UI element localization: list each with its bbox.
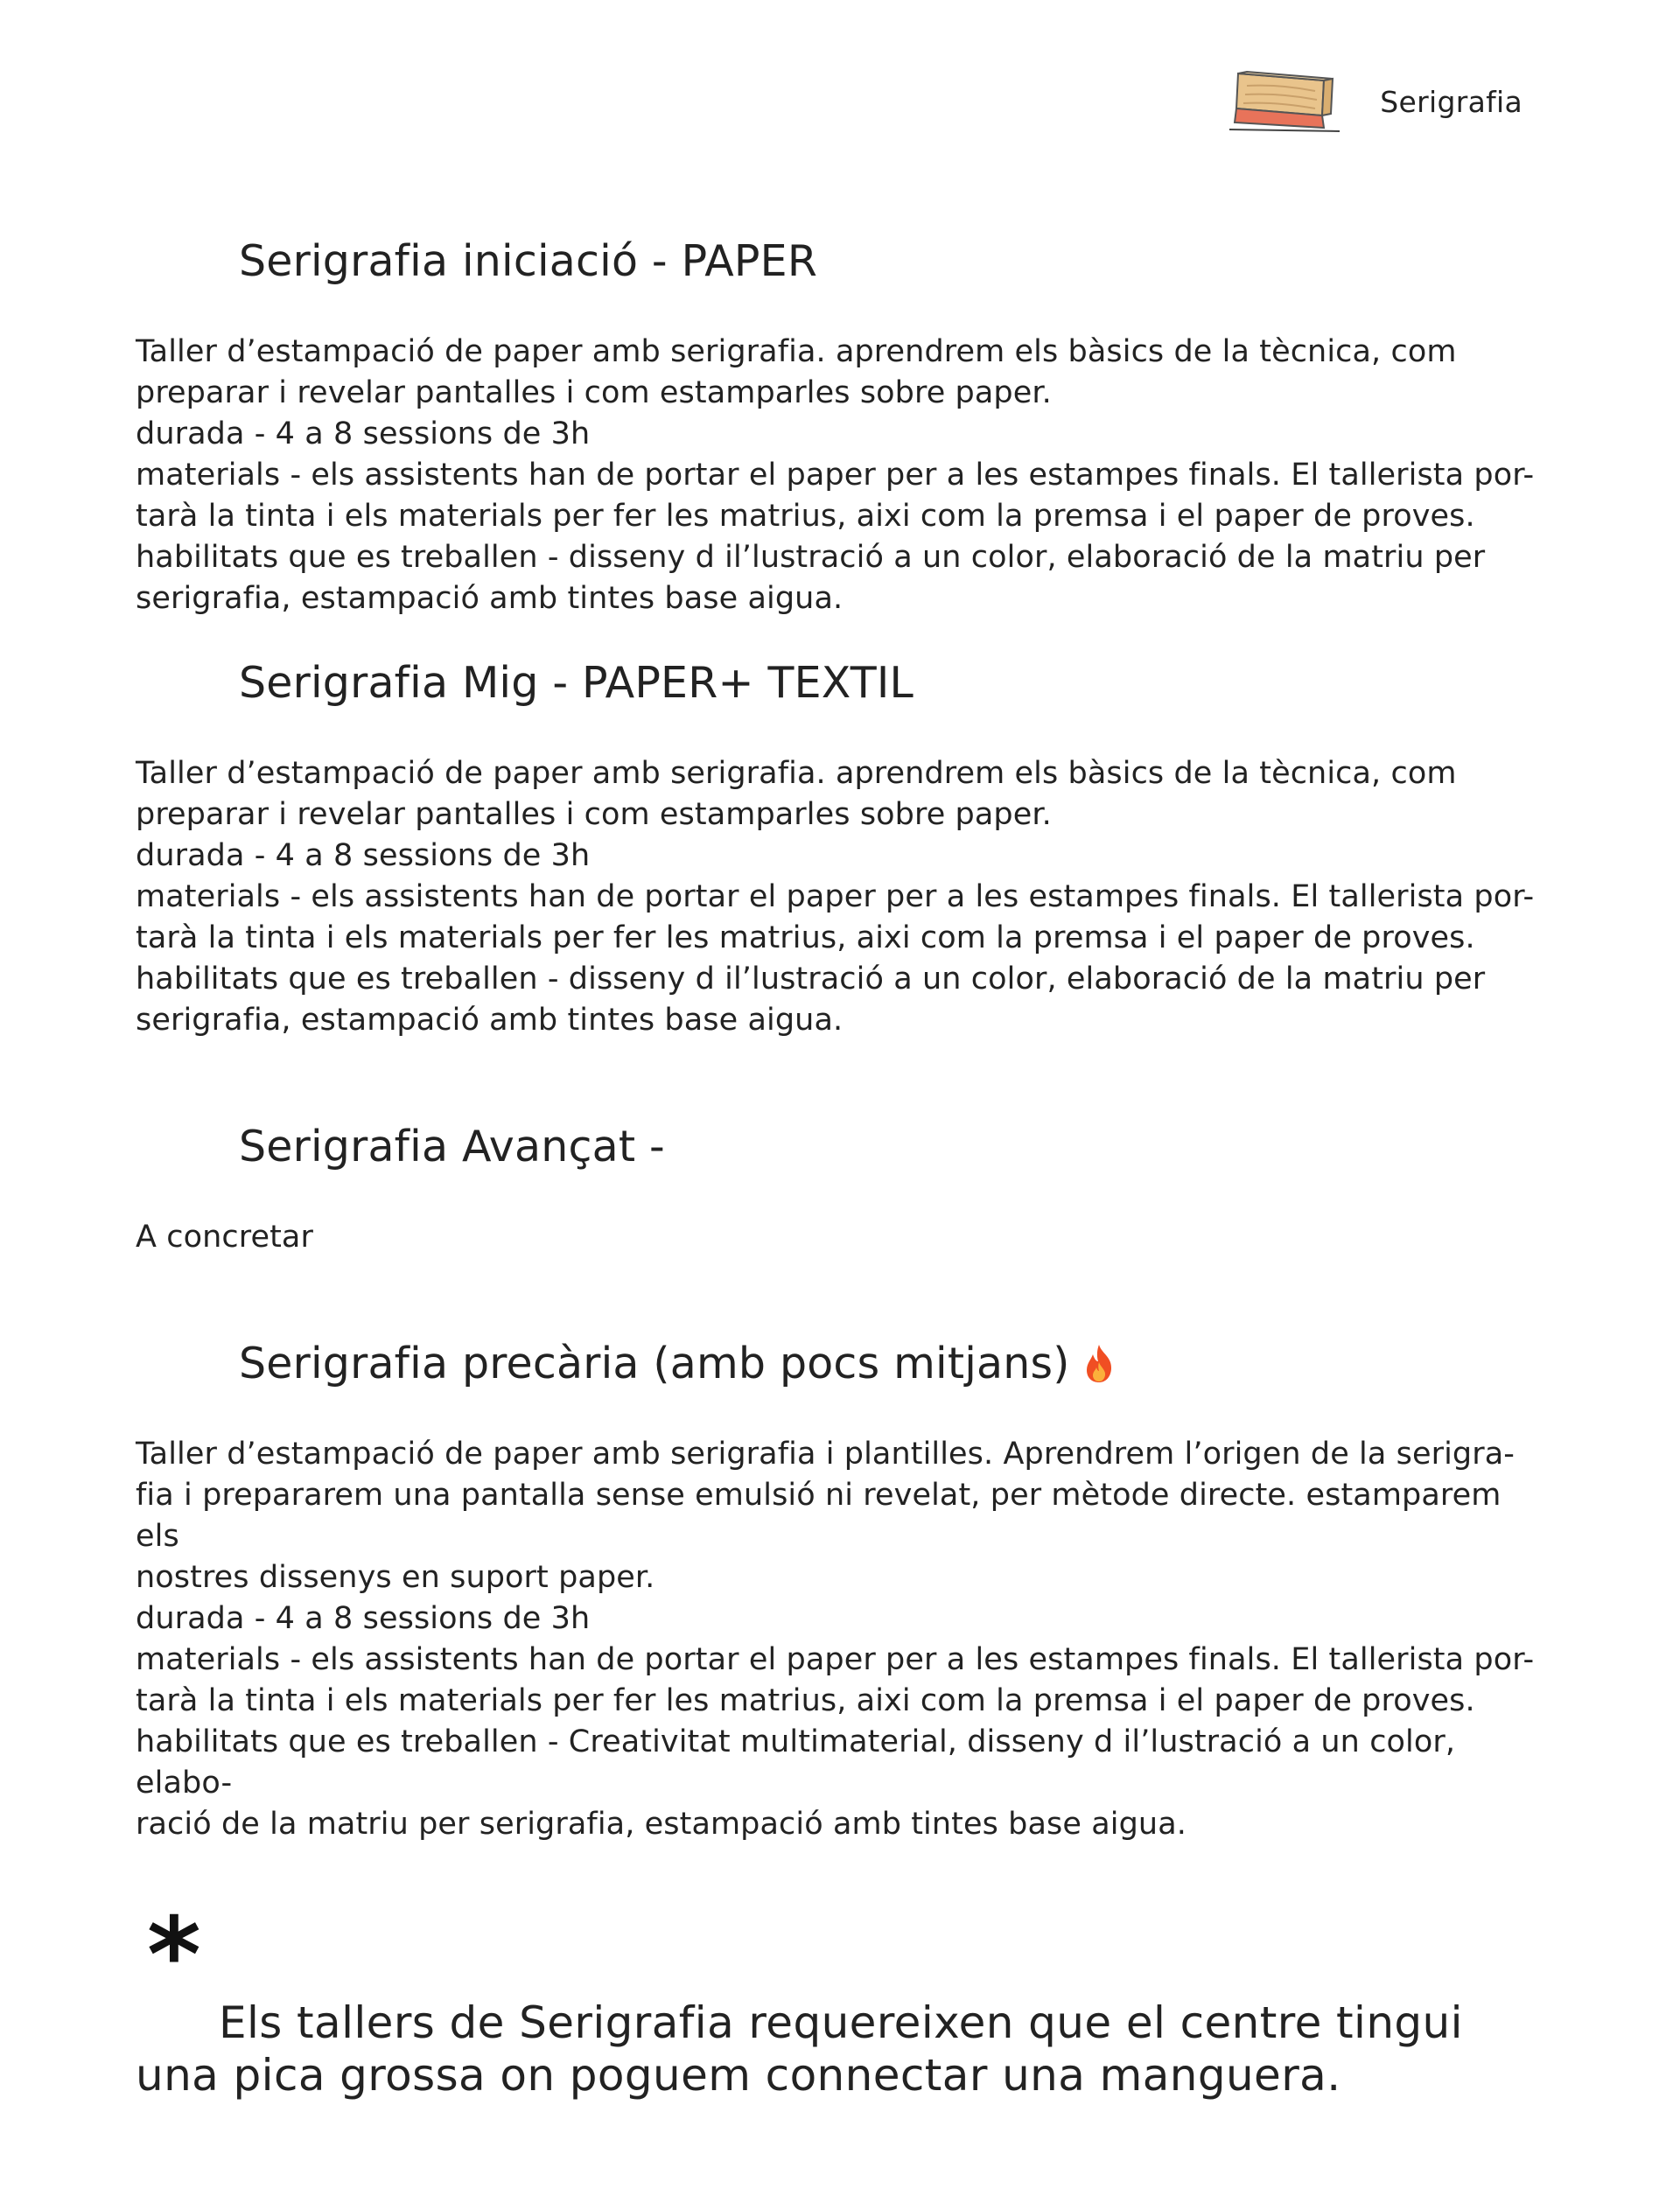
section-iniciacio bbox=[136, 236, 1553, 619]
header-title: Serigrafia bbox=[1380, 84, 1522, 119]
asterisk-icon: * bbox=[147, 1894, 201, 2015]
page-header bbox=[1228, 68, 1522, 135]
section-title: Serigrafia Avançat - bbox=[239, 1122, 665, 1171]
section-precaria bbox=[136, 1339, 1553, 1845]
requirements-note: Els tallers de Serigrafia requereixen que el centre tingui una pica grossa on poguem connectar una manguera. bbox=[136, 1997, 1463, 2101]
fire-icon bbox=[1082, 1343, 1116, 1383]
section-body: A concretar bbox=[136, 1220, 313, 1255]
squeegee-icon bbox=[1228, 68, 1341, 135]
section-title: Serigrafia precària (amb pocs mitjans) bbox=[136, 1339, 1553, 1388]
section-body: Taller d’estampació de paper amb serigrafia i plantilles. Aprendrem l’origen de la serigra- fia i prepararem una pantalla sense emulsió ni revelat, per mètode directe. estamparem els nostres dissenys en suport paper. durada - 4 a 8 sessions de 3h materials - els assistents han de portar el paper per a les estampes finals. El tallerista por- tarà la tinta i els materials per fer les matrius, aixi com la premsa i el paper de proves. habilitats que es treballen - Creativitat multimaterial, disseny d il’lustració a un color, elabo- ració de la matriu per serigrafia, estampació amb tintes base aigua. bbox=[136, 1437, 1535, 1842]
section-body: Taller d’estampació de paper amb serigrafia. aprendrem els bàsics de la tècnica, com preparar i revelar pantalles i com estamparles sobre paper. durada - 4 a 8 sessions de 3h materials - els assistents han de portar el paper per a les estampes finals. El tallerista por- tarà la tinta i els materials per fer les matrius, aixi com la premsa i el paper de proves. habilitats que es treballen - disseny d il’lustració a un color, elaboració de la matriu per serigrafia, estampació amb tintes base aigua. bbox=[136, 334, 1535, 616]
section-body: Taller d’estampació de paper amb serigrafia. aprendrem els bàsics de la tècnica, com preparar i revelar pantalles i com estamparles sobre paper. durada - 4 a 8 sessions de 3h materials - els assistents han de portar el paper per a les estampes finals. El tallerista por- tarà la tinta i els materials per fer les matrius, aixi com la premsa i el paper de proves. habilitats que es treballen - disseny d il’lustració a un color, elaboració de la matriu per serigrafia, estampació amb tintes base aigua. bbox=[136, 756, 1535, 1038]
section-title: Serigrafia iniciació - PAPER bbox=[239, 236, 818, 286]
section-avancat bbox=[136, 1122, 1553, 1258]
section-title: Serigrafia Mig - PAPER+ TEXTIL bbox=[239, 658, 914, 708]
section-mig bbox=[136, 658, 1553, 1041]
